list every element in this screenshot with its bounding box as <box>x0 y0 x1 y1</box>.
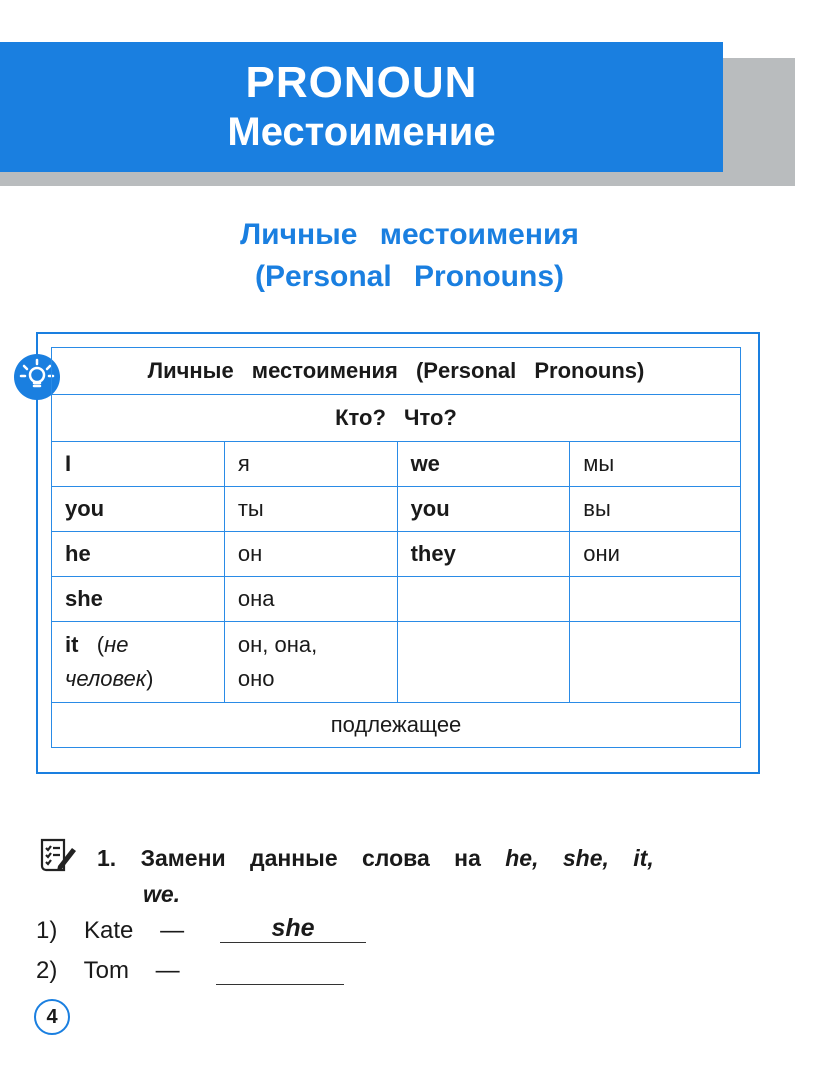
item-dash: — <box>160 917 185 944</box>
table-row <box>52 532 741 577</box>
cell-empty <box>397 622 570 703</box>
cell-en-plural: we <box>397 442 570 487</box>
table-row <box>52 577 741 622</box>
pronoun-table <box>51 347 741 748</box>
exercise-text: Замени данные слова на <box>140 845 481 871</box>
answer-field-2[interactable] <box>216 956 344 985</box>
item-number: 2) <box>36 957 58 984</box>
exercise-number: 1. <box>97 845 117 871</box>
it-word: it <box>65 632 79 657</box>
cell-en: he <box>52 532 225 577</box>
exercise-icon <box>36 836 80 881</box>
cell-en-plural: they <box>397 532 570 577</box>
cell-ru-plural: они <box>570 532 741 577</box>
section-title-en: (Personal Pronouns) <box>254 260 565 293</box>
cell-en: you <box>52 487 225 532</box>
table-footer: подлежащее <box>52 703 741 748</box>
cell-ru: я <box>224 442 397 487</box>
page-number: 4 <box>34 999 70 1035</box>
exercise-words-cont: we. <box>143 881 181 907</box>
cell-empty <box>570 577 741 622</box>
answer-field-1[interactable]: she <box>220 914 366 943</box>
section-title-ru: Личные местоимения <box>240 218 579 251</box>
it-ru-line1: он, она, <box>237 632 318 657</box>
cell-empty <box>397 577 570 622</box>
cell-it: it (не человек) <box>52 622 225 703</box>
it-note: не человек <box>65 632 147 691</box>
item-word: Tom <box>83 957 129 984</box>
item-dash: — <box>155 957 180 984</box>
cell-ru: ты <box>224 487 397 532</box>
cell-ru-plural: вы <box>570 487 741 532</box>
table-row <box>52 442 741 487</box>
title-banner <box>0 42 723 172</box>
cell-ru-plural: мы <box>570 442 741 487</box>
exercise-item-1 <box>36 917 184 945</box>
exercise-item-2 <box>36 957 180 985</box>
item-word: Kate <box>84 917 134 944</box>
table-row <box>52 622 741 703</box>
table-row <box>52 487 741 532</box>
cell-en: I <box>52 442 225 487</box>
banner-zigzag-edge <box>715 42 731 172</box>
exercise-words: he, she, it, <box>505 845 654 871</box>
cell-empty <box>570 622 741 703</box>
banner-title: PRONOUN <box>245 58 478 107</box>
banner-subtitle: Местоимение <box>227 110 496 154</box>
cell-en-plural: you <box>397 487 570 532</box>
exercise-instruction <box>97 840 737 912</box>
cell-en: she <box>52 577 225 622</box>
item-number: 1) <box>36 917 58 944</box>
it-ru-line2: оно <box>237 666 275 691</box>
table-question: Кто? Что? <box>52 395 741 442</box>
cell-ru: он <box>224 532 397 577</box>
cell-ru: она <box>224 577 397 622</box>
cell-it-ru <box>224 622 397 703</box>
table-header: Личные местоимения (Personal Pronouns) <box>52 348 741 395</box>
